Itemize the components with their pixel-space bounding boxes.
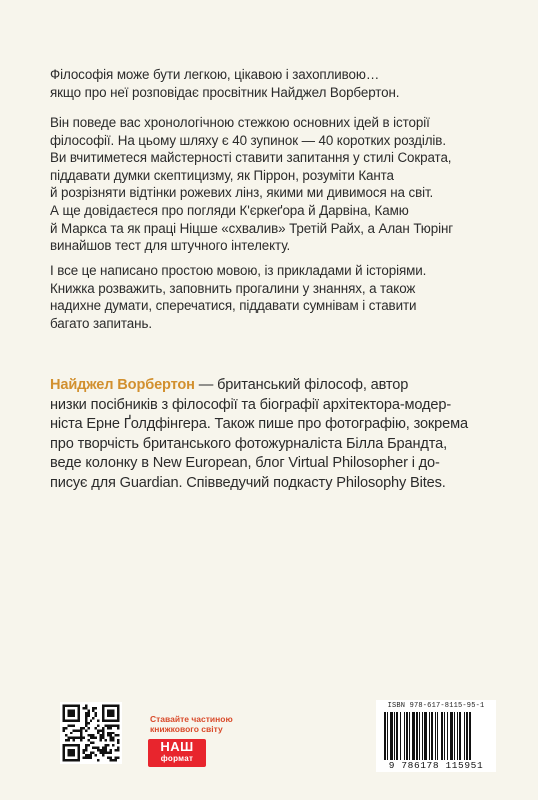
intro-paragraph-2: Він поведе вас хронологічною стежкою основних ідей в історії філософії. На цьому шляху є 40 зупинок — 40 коротких розділів. Ви вчитиметеся майстерності ставити запитання у стилі Сократа, піддавати думки скептицизму, як Піррон, розуміти Канта й розрізняти відтінки рожевих лінз, якими ми дивимося на світ. А ще довідаєтеся про погляди К'єркеґора й Дарвіна, Камю й Маркса та як праці Ніцше «схвалив» Третій Райх, а Алан Тюрінг винайшов тест для штучного інтелекту.	[50, 115, 454, 254]
qr-code-icon	[60, 702, 122, 764]
isbn-barcode-block	[376, 700, 496, 772]
intro-paragraph-1: Філософія може бути легкою, цікавою і захопливою… якщо про неї розповідає просвітник Найджел Ворбертон.	[50, 67, 400, 100]
author-name: Найджел Ворбертон	[50, 377, 195, 393]
publisher-slogan: Ставайте частиною книжкового світу	[150, 714, 233, 734]
author-bio-text: — британський філософ, автор низки посібників з філософії та біографії архітектора-модер- ніста Ерне Ґолдфінгера. Також пише про фотографію, зокрема про творчість британського фотожурналіста Білла Брандта, веде колонку в New European, блог Virtual Philosopher і до- писує для Guardian. Співведучий подкасту Philosophy Bites.	[50, 377, 468, 491]
isbn-label: ISBN 978-617-8115-95-1	[387, 702, 485, 710]
publisher-logo-line2: формат	[160, 754, 194, 763]
barcode-icon	[380, 712, 492, 760]
publisher-logo-line1: НАШ	[160, 739, 194, 754]
intro-paragraph-3: І все це написано простою мовою, із прикладами й історіями. Книжка розважить, заповнить прогалини у знаннях, а також надихне думати, сперечатися, піддавати сумнівам і ставити багато запитань.	[50, 263, 427, 331]
author-bio	[50, 376, 500, 493]
isbn-digits: 9 786178 115951	[388, 760, 484, 771]
publisher-logo	[148, 739, 206, 767]
